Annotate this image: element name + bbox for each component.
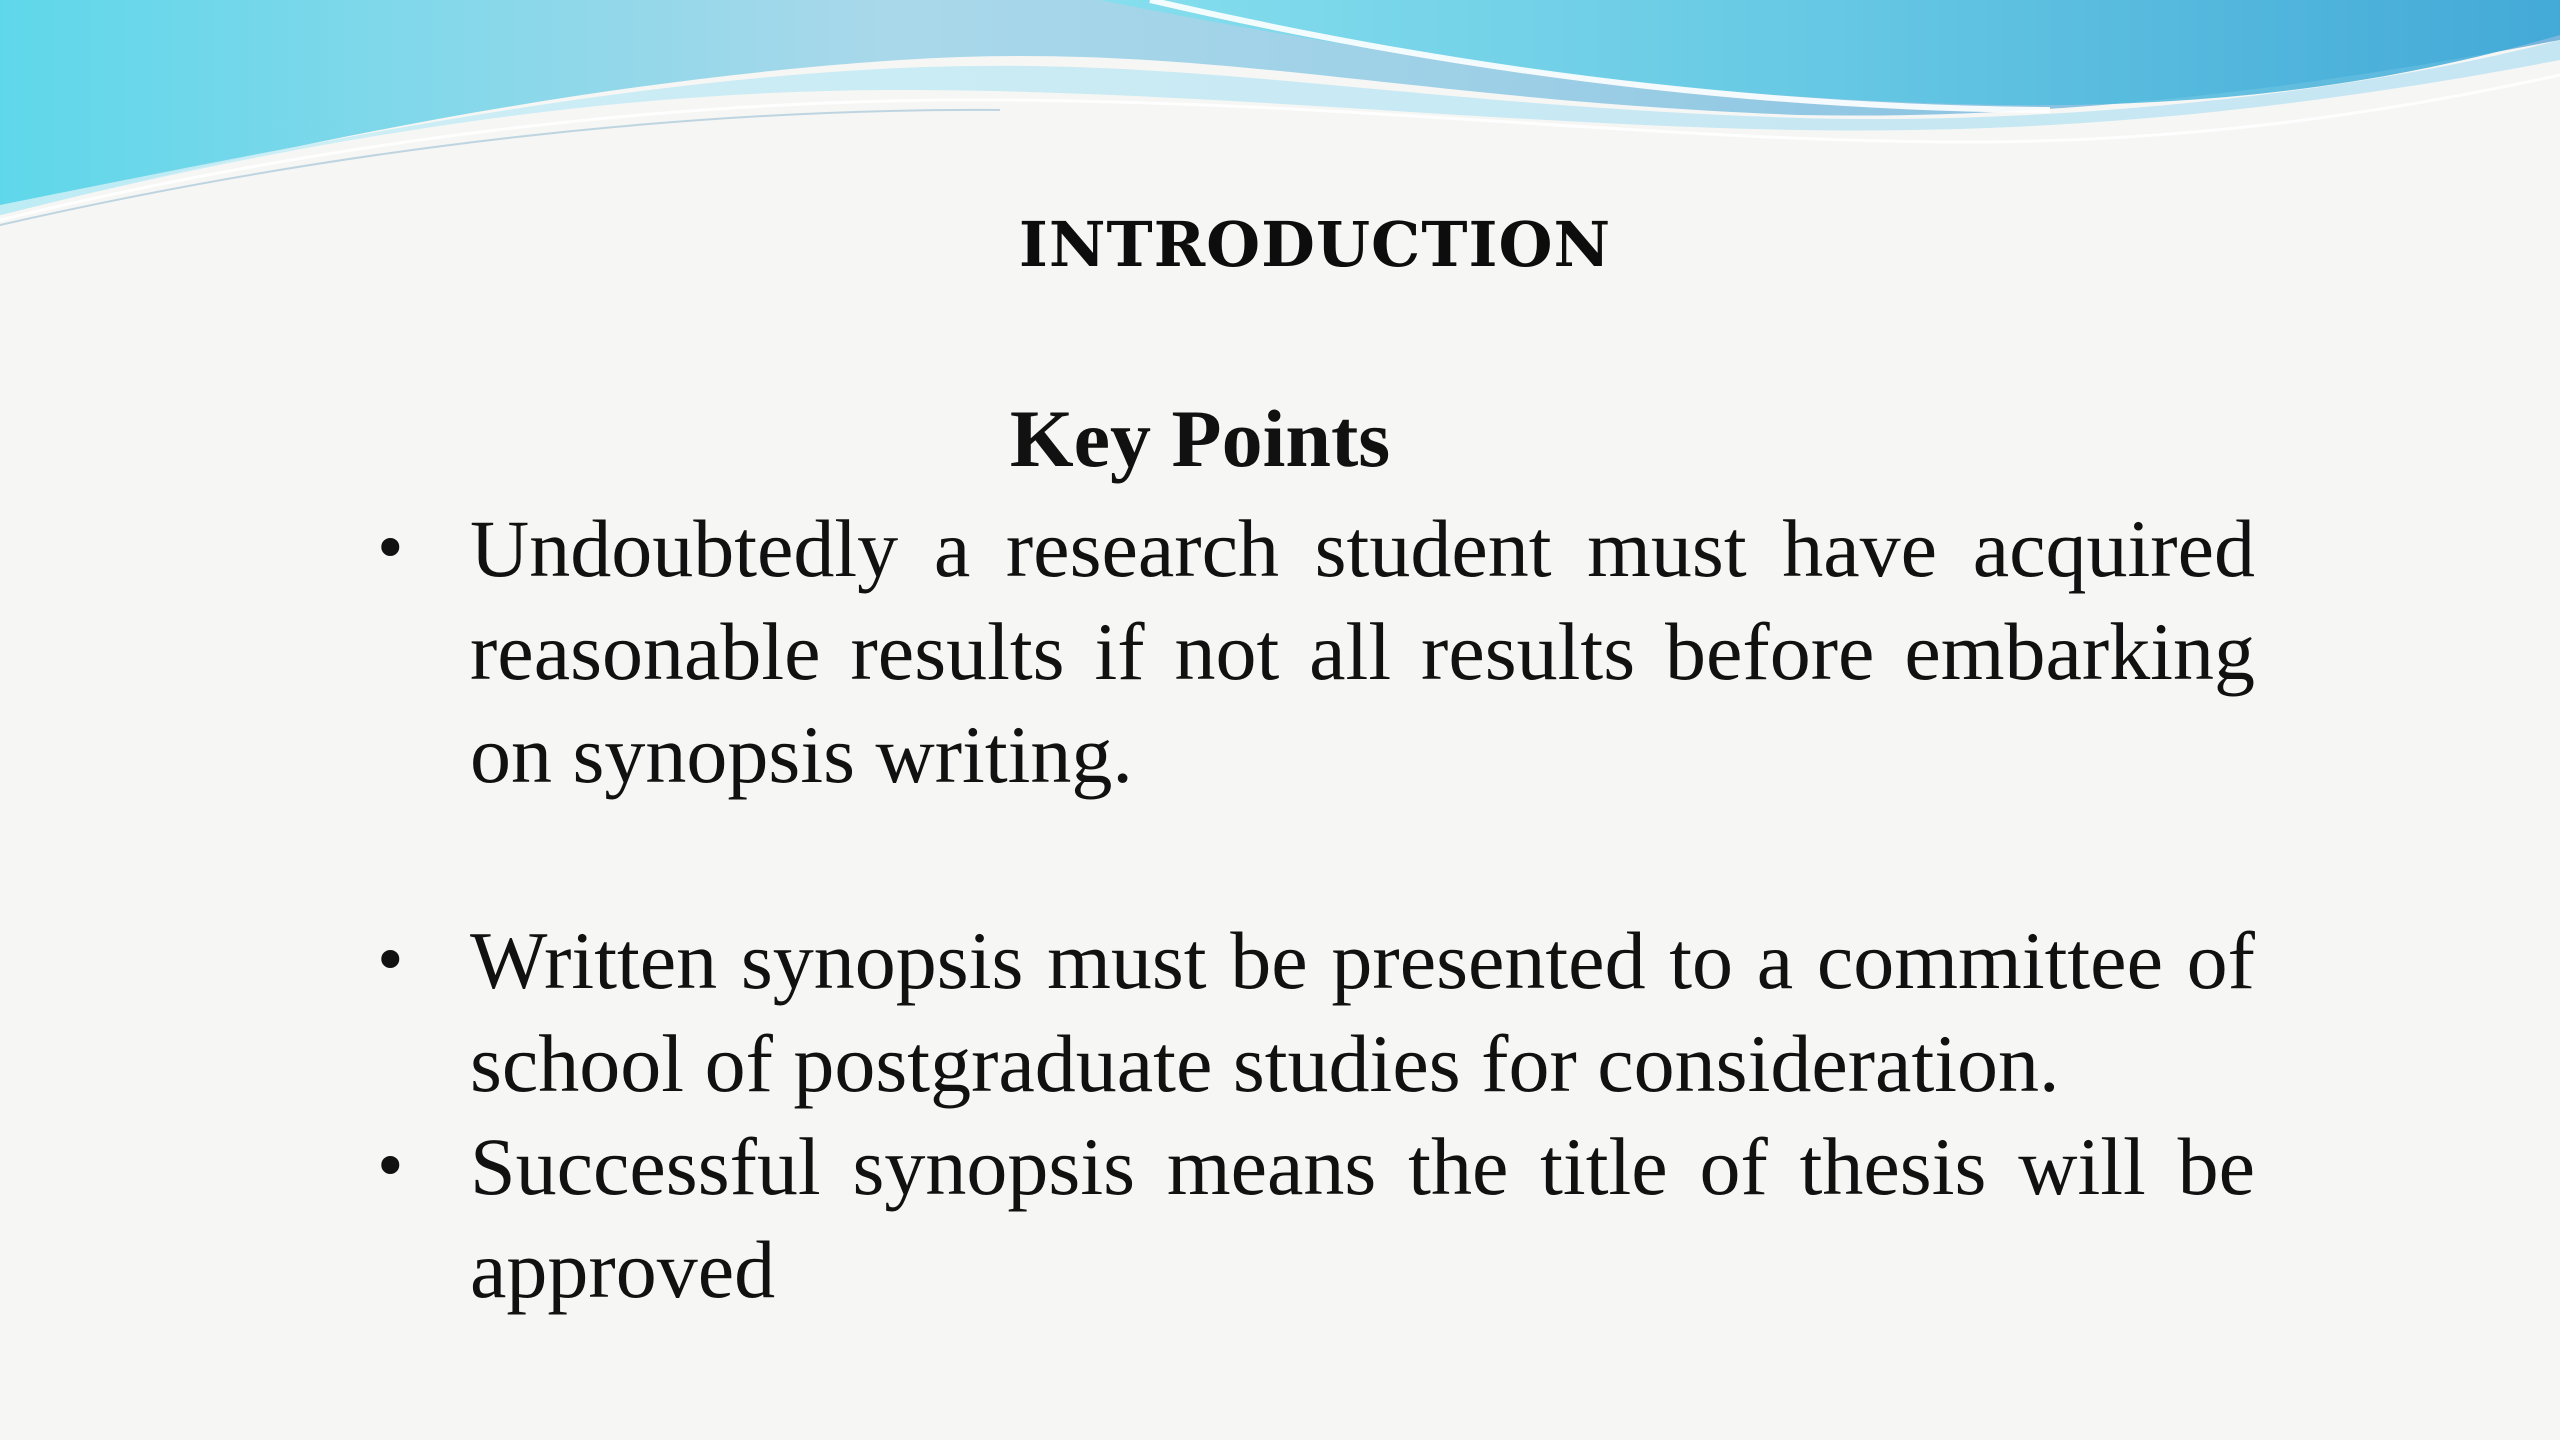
bullet-icon: • [372, 512, 409, 585]
list-item [372, 909, 2255, 1115]
list-item-text: Written synopsis must be presented to a committee of school of postgraduate studies for consideration. [470, 915, 2255, 1109]
page-title: INTRODUCTION [1018, 208, 1612, 281]
key-points-list [372, 497, 2255, 1321]
section-subtitle: Key Points [1009, 393, 1391, 484]
list-item-text: Successful synopsis means the title of thesis will be approved [470, 1121, 2255, 1315]
list-item-text: Undoubtedly a research student must have acquired reasonable results if not all results before embarking on synopsis writing. [470, 503, 2255, 800]
header-wave-decoration [0, 0, 2560, 230]
list-item [372, 1115, 2255, 1321]
bullet-icon: • [372, 1130, 409, 1203]
list-item [372, 497, 2255, 806]
bullet-icon: • [372, 924, 409, 997]
